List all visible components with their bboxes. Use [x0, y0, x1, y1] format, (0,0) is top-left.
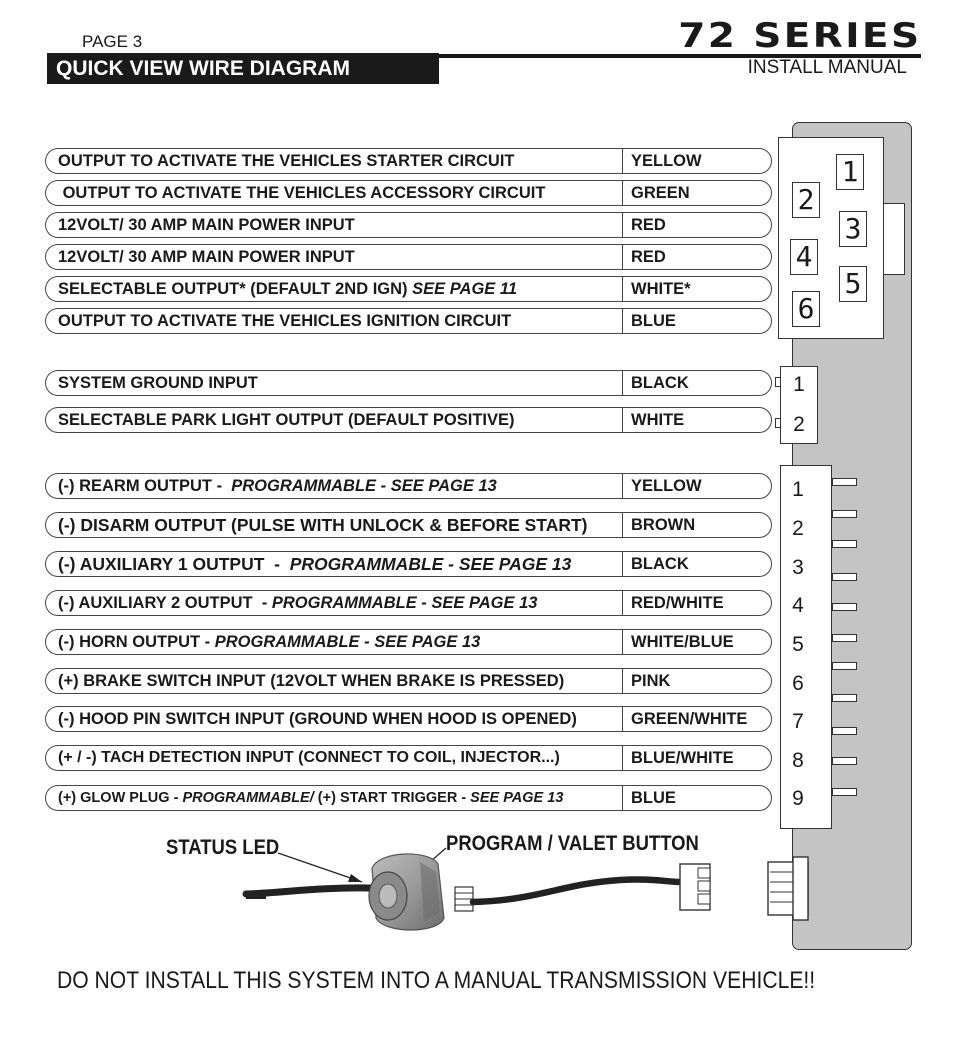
- connector-a-pin: 3: [839, 211, 867, 247]
- connector-a-pin: 1: [836, 154, 864, 190]
- section-title: QUICK VIEW WIRE DIAGRAM: [47, 53, 439, 84]
- wire-description: (+) BRAKE SWITCH INPUT (12VOLT WHEN BRAKE IS PRESSED): [45, 668, 623, 694]
- page-reference: PROGRAMMABLE - SEE PAGE 13: [289, 554, 572, 574]
- wire-description: (-) HOOD PIN SWITCH INPUT (GROUND WHEN HOOD IS OPENED): [45, 706, 623, 732]
- wire-color: WHITE/BLUE: [622, 629, 772, 655]
- connector-b-pin: 2: [793, 413, 805, 436]
- wire-color: BROWN: [622, 512, 772, 538]
- harness-plug: [680, 864, 710, 910]
- connector-c-pin: 8: [792, 749, 804, 772]
- connector-a-pin: 6: [792, 291, 820, 327]
- page-reference: PROGRAMMABLE - SEE PAGE 13: [231, 477, 497, 495]
- wire-description: (-) REARM OUTPUT - PROGRAMMABLE - SEE PAGE 13: [45, 473, 623, 499]
- wire-color: RED: [622, 212, 772, 238]
- manual-transmission-warning: DO NOT INSTALL THIS SYSTEM INTO A MANUAL TRANSMISSION VEHICLE!!: [57, 967, 816, 994]
- wire-description: OUTPUT TO ACTIVATE THE VEHICLES ACCESSORY CIRCUIT: [45, 180, 623, 206]
- wire-color: BLUE: [622, 785, 772, 811]
- page-reference: PROGRAMMABLE - SEE PAGE 13: [214, 633, 481, 651]
- connector-c-pin: 9: [792, 787, 804, 810]
- wire-description: OUTPUT TO ACTIVATE THE VEHICLES STARTER CIRCUIT: [45, 148, 623, 174]
- wire-color: GREEN/WHITE: [622, 706, 772, 732]
- module-button-socket: [768, 857, 808, 920]
- wire-color: RED/WHITE: [622, 590, 772, 616]
- page-reference: PROGRAMMABLE - SEE PAGE 13: [271, 594, 538, 612]
- program-valet-button-label: PROGRAM / VALET BUTTON: [446, 832, 699, 855]
- connector-c-pin: 1: [792, 478, 804, 501]
- connector-c-pin: 4: [792, 594, 804, 617]
- wire-color: BLUE: [622, 308, 772, 334]
- wire-color: PINK: [622, 668, 772, 694]
- wire-description: (+ / -) TACH DETECTION INPUT (CONNECT TO COIL, INJECTOR...): [45, 745, 623, 771]
- wire-description: SELECTABLE OUTPUT* (DEFAULT 2ND IGN) SEE PAGE 11: [45, 276, 623, 302]
- connector-b-pin: 1: [793, 373, 805, 396]
- page-reference: PROGRAMMABLE/: [182, 790, 314, 806]
- connector-a-pin: 2: [792, 182, 820, 218]
- harness-wire: [473, 879, 680, 902]
- arrow-icon: [348, 874, 362, 882]
- wire-description: 12VOLT/ 30 AMP MAIN POWER INPUT: [45, 244, 623, 270]
- connector-c-pin: 5: [792, 633, 804, 656]
- wire-description: (-) AUXILIARY 1 OUTPUT - PROGRAMMABLE - SEE PAGE 13: [45, 551, 623, 577]
- wire-color: GREEN: [622, 180, 772, 206]
- connector-c-pin: 2: [792, 517, 804, 540]
- wire-description: SYSTEM GROUND INPUT: [45, 370, 623, 396]
- wire-description: (-) DISARM OUTPUT (PULSE WITH UNLOCK & BEFORE START): [45, 512, 623, 538]
- wire-description: SELECTABLE PARK LIGHT OUTPUT (DEFAULT POSITIVE): [45, 407, 623, 433]
- wire-color: BLUE/WHITE: [622, 745, 772, 771]
- wire-color: BLACK: [622, 551, 772, 577]
- wire-color: RED: [622, 244, 772, 270]
- wire-color: YELLOW: [622, 473, 772, 499]
- connector-a-pin: 4: [790, 239, 818, 275]
- connector-a-pin: 5: [839, 266, 867, 302]
- page-number: PAGE 3: [82, 32, 143, 51]
- wire-color: YELLOW: [622, 148, 772, 174]
- manual-label: INSTALL MANUAL: [747, 57, 907, 78]
- wire-color: WHITE*: [622, 276, 772, 302]
- connector-c-pin: 7: [792, 710, 804, 733]
- wire-description: OUTPUT TO ACTIVATE THE VEHICLES IGNITION CIRCUIT: [45, 308, 623, 334]
- wire-description: (+) GLOW PLUG - PROGRAMMABLE/ (+) START TRIGGER - SEE PAGE 13: [45, 785, 623, 811]
- led-wire-tip: [246, 891, 266, 899]
- status-led-label: STATUS LED: [166, 836, 280, 859]
- status-led-pointer: [278, 853, 362, 882]
- connector-c-pin: 3: [792, 556, 804, 579]
- series-title: 72 SERIES: [677, 16, 921, 56]
- page-reference: SEE PAGE 11: [412, 280, 517, 298]
- wire-description: (-) AUXILIARY 2 OUTPUT - PROGRAMMABLE - SEE PAGE 13: [45, 590, 623, 616]
- connector-c-pin: 6: [792, 672, 804, 695]
- wire-description: (-) HORN OUTPUT - PROGRAMMABLE - SEE PAGE 13: [45, 629, 623, 655]
- wire-color: WHITE: [622, 407, 772, 433]
- page-reference: SEE PAGE 13: [470, 790, 564, 806]
- wire-color: BLACK: [622, 370, 772, 396]
- valet-button-body: [369, 854, 444, 930]
- wire-description: 12VOLT/ 30 AMP MAIN POWER INPUT: [45, 212, 623, 238]
